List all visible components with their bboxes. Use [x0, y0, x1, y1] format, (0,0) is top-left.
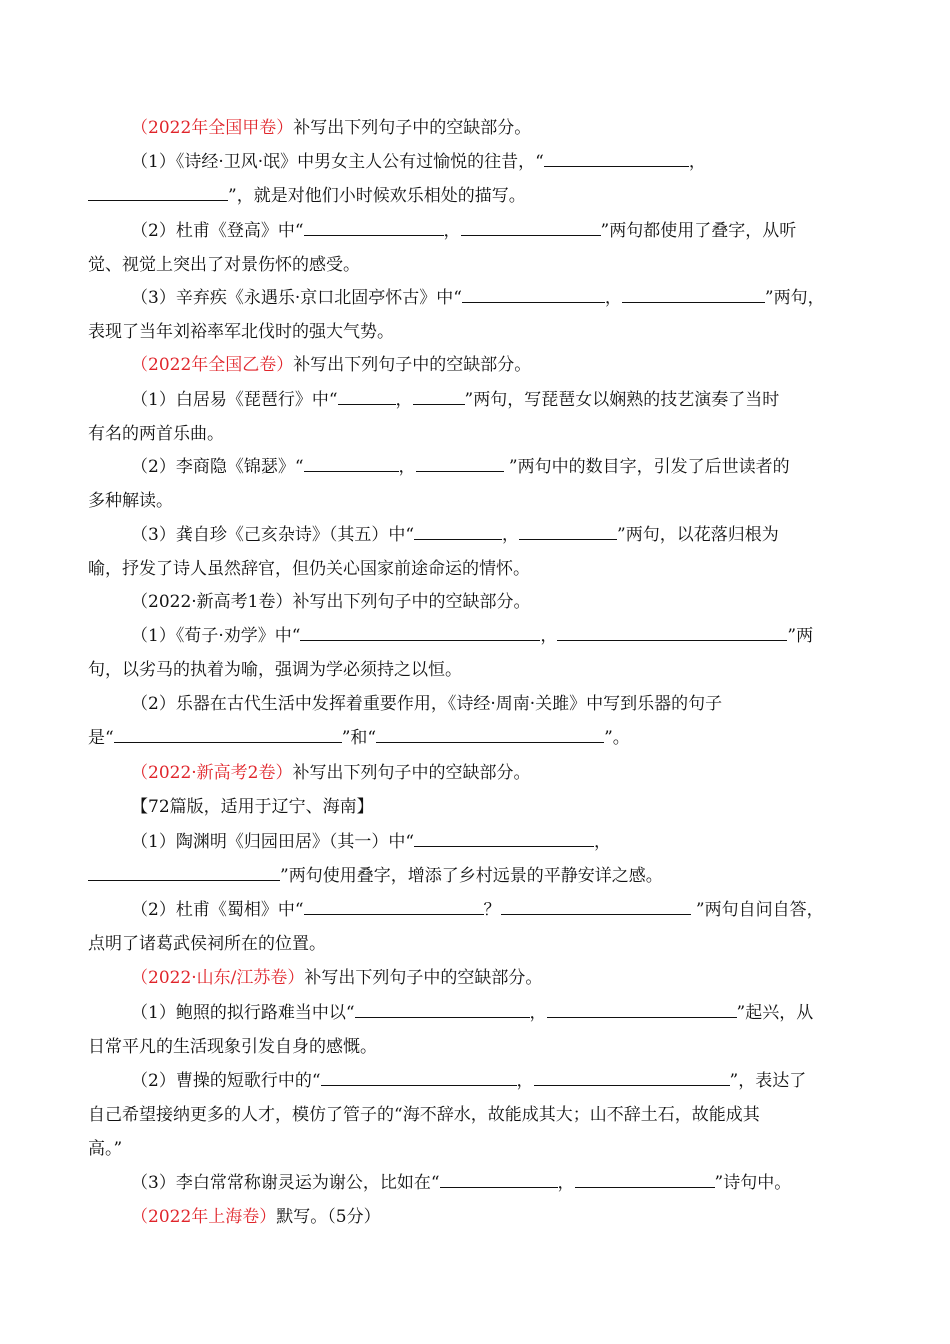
- question-text: 表现了当年刘裕率军北伐时的强大气势。: [88, 322, 394, 342]
- question-text: 句，以劣马的执着为喻，强调为学必须持之以恒。: [88, 660, 462, 680]
- answer-blank[interactable]: [414, 831, 594, 847]
- instruction: 补写出下列句子中的空缺部分。: [293, 118, 532, 138]
- question-line: [88, 727, 862, 749]
- question-text: ”两句使用叠字，增添了乡村远景的平静安详之感。: [280, 866, 663, 886]
- question-text: ，: [398, 457, 416, 477]
- question-line: [88, 899, 905, 921]
- answer-blank[interactable]: [519, 524, 617, 540]
- answer-blank[interactable]: [416, 456, 504, 472]
- instruction: 补写出下列句子中的空缺部分。: [292, 592, 531, 612]
- answer-blank[interactable]: [304, 899, 484, 915]
- question-text: （2）李商隐《锦瑟》“: [131, 457, 304, 477]
- question-text: （2）乐器在古代生活中发挥着重要作用，《诗经·周南·关雎》中写到乐器的句子: [131, 694, 723, 714]
- question-text: 喻，抒发了诗人虽然辞官，但仍关心国家前途命运的情怀。: [88, 559, 530, 579]
- question-text: ，: [688, 152, 706, 172]
- question-text: ”和“: [341, 728, 377, 748]
- question-line: [88, 1002, 905, 1024]
- question-text: （1）陶渊明《归园田居》（其一）中“: [131, 832, 415, 852]
- question-text: ，: [443, 221, 461, 241]
- edition-note: 【72篇版，适用于辽宁、海南】: [131, 797, 374, 817]
- question-line: [88, 185, 862, 207]
- question-line: [88, 220, 905, 242]
- question-text: （1）白居易《琵琶行》中“: [131, 390, 338, 410]
- question-line: [88, 456, 905, 478]
- question-line: [88, 933, 862, 955]
- answer-blank[interactable]: [622, 287, 765, 303]
- exam-source: （2022·新高考1卷）: [131, 592, 293, 612]
- question-text: 有名的两首乐曲。: [88, 424, 224, 444]
- answer-blank[interactable]: [413, 389, 465, 405]
- question-text: ？: [483, 900, 501, 920]
- answer-blank[interactable]: [575, 1172, 715, 1188]
- question-text: （2）杜甫《蜀相》中“: [131, 900, 304, 920]
- instruction: 补写出下列句子中的空缺部分。: [304, 968, 543, 988]
- question-text: ”两: [787, 626, 814, 646]
- question-line: [88, 389, 905, 411]
- question-line: [88, 490, 862, 512]
- question-text: （3）龚自珍《己亥杂诗》（其五）中“: [131, 525, 415, 545]
- answer-blank[interactable]: [321, 1070, 517, 1086]
- question-line: [88, 558, 862, 580]
- question-text: ”两句，: [764, 288, 825, 308]
- question-line: [88, 693, 905, 715]
- answer-blank[interactable]: [300, 625, 540, 641]
- section-heading: [88, 1206, 905, 1228]
- section-heading: [88, 117, 905, 139]
- question-line: [88, 151, 905, 173]
- question-text: ”两句自问自答，: [690, 900, 824, 920]
- answer-blank[interactable]: [338, 389, 396, 405]
- section-heading: [88, 591, 905, 613]
- exam-source: （2022·新高考2卷）: [131, 763, 293, 783]
- answer-blank[interactable]: [461, 220, 601, 236]
- question-text: ”两句，写琵琶女以娴熟的技艺演奏了当时: [464, 390, 780, 410]
- answer-blank[interactable]: [304, 456, 399, 472]
- question-text: ，: [529, 1003, 547, 1023]
- answer-blank[interactable]: [501, 899, 691, 915]
- exam-source: （2022年上海卷）: [131, 1207, 277, 1227]
- question-text: ”起兴，从: [736, 1003, 814, 1023]
- question-text: ，: [594, 832, 612, 852]
- question-text: （2）杜甫《登高》中“: [131, 221, 304, 241]
- question-line: [88, 1104, 862, 1126]
- answer-blank[interactable]: [114, 727, 342, 743]
- question-text: ”两句中的数目字，引发了后世读者的: [503, 457, 790, 477]
- question-line: [88, 1036, 862, 1058]
- question-text: ，: [557, 1173, 575, 1193]
- answer-blank[interactable]: [462, 287, 605, 303]
- question-line: [88, 524, 905, 546]
- section-heading: [88, 354, 905, 376]
- question-text: ”两句都使用了叠字，从听: [600, 221, 797, 241]
- question-text: ，: [604, 288, 622, 308]
- question-text: ”，表达了: [729, 1071, 807, 1091]
- question-text: ”。: [604, 728, 630, 748]
- question-line: [88, 625, 905, 647]
- question-text: 觉、视觉上突出了对景伤怀的感受。: [88, 255, 360, 275]
- question-line: [88, 287, 905, 309]
- answer-blank[interactable]: [534, 1070, 730, 1086]
- question-text: 是“: [88, 728, 114, 748]
- question-text: 高。”: [88, 1139, 123, 1159]
- question-text: （1）鲍照的拟行路难当中以“: [131, 1003, 355, 1023]
- question-line: [88, 831, 905, 853]
- answer-blank[interactable]: [304, 220, 444, 236]
- answer-blank[interactable]: [440, 1172, 558, 1188]
- question-text: ，: [540, 626, 558, 646]
- instruction: 补写出下列句子中的空缺部分。: [293, 355, 532, 375]
- question-text: ，: [502, 525, 520, 545]
- question-line: [88, 254, 862, 276]
- instruction: 默写。（5分）: [276, 1207, 381, 1227]
- question-text: 多种解读。: [88, 491, 173, 511]
- question-text: 自己希望接纳更多的人才，模仿了管子的“海不辞水，故能成其大；山不辞土石，故能成其: [88, 1105, 760, 1125]
- answer-blank[interactable]: [88, 865, 280, 881]
- question-line: [88, 1138, 862, 1160]
- question-line: [88, 865, 862, 887]
- question-text: （3）辛弃疾《永遇乐·京口北固亭怀古》中“: [131, 288, 462, 308]
- question-line: [88, 659, 862, 681]
- question-text: ”两句，以花落归根为: [617, 525, 779, 545]
- section-heading: [88, 967, 905, 989]
- answer-blank[interactable]: [88, 185, 228, 201]
- question-text: ，: [395, 390, 413, 410]
- question-text: （1）《诗经·卫风·氓》中男女主人公有过愉悦的往昔，“: [131, 152, 544, 172]
- exam-source: （2022·山东/江苏卷）: [131, 968, 305, 988]
- answer-blank[interactable]: [414, 524, 502, 540]
- question-text: （2）曹操的短歌行中的“: [131, 1071, 321, 1091]
- question-text: （1）《荀子·劝学》中“: [131, 626, 301, 646]
- instruction: 补写出下列句子中的空缺部分。: [292, 763, 531, 783]
- question-line: [88, 423, 862, 445]
- question-line: [88, 1172, 905, 1194]
- answer-blank[interactable]: [355, 1002, 530, 1018]
- question-line: [88, 321, 862, 343]
- question-line: [88, 1070, 905, 1092]
- question-text: 点明了诸葛武侯祠所在的位置。: [88, 934, 326, 954]
- question-text: ”，就是对他们小时候欢乐相处的描写。: [228, 186, 526, 206]
- answer-blank[interactable]: [376, 727, 604, 743]
- answer-blank[interactable]: [557, 625, 787, 641]
- section-heading: [88, 762, 905, 784]
- answer-blank[interactable]: [544, 151, 689, 167]
- answer-blank[interactable]: [547, 1002, 737, 1018]
- question-text: （3）李白常常称谢灵运为谢公，比如在“: [131, 1173, 440, 1193]
- exam-source: （2022年全国乙卷）: [131, 355, 294, 375]
- question-text: ，: [516, 1071, 534, 1091]
- question-text: 日常平凡的生活现象引发自身的感慨。: [88, 1037, 377, 1057]
- question-text: ”诗句中。: [714, 1173, 792, 1193]
- exam-source: （2022年全国甲卷）: [131, 118, 294, 138]
